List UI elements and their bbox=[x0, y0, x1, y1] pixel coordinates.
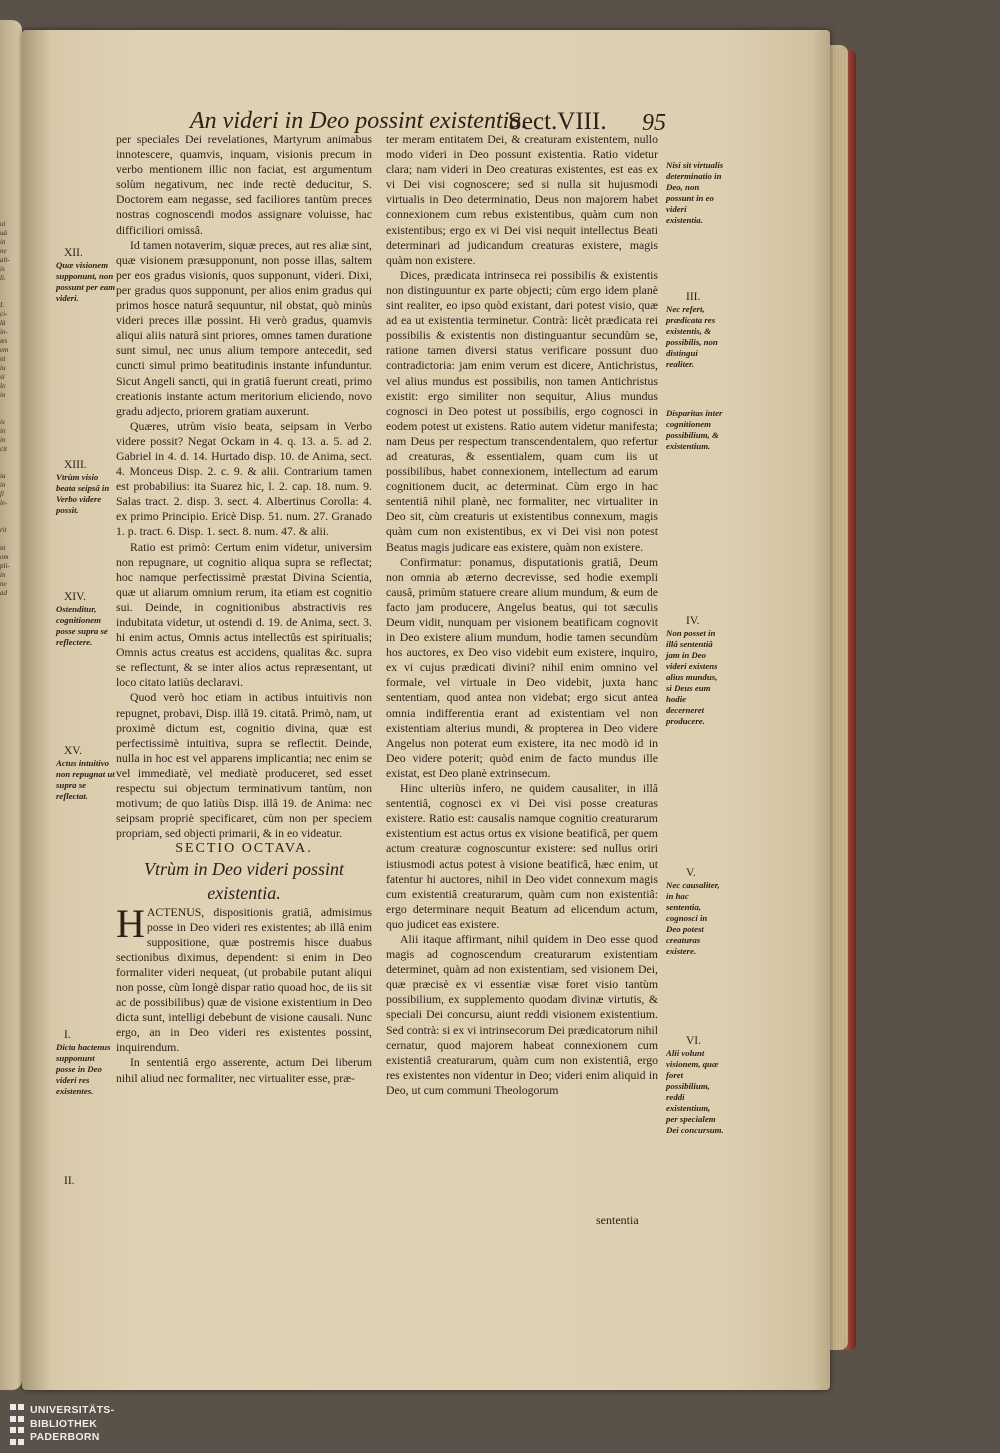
logo-line: BIBLIOTHEK bbox=[30, 1417, 98, 1430]
margin-note bbox=[56, 248, 116, 304]
right-text-column bbox=[386, 132, 658, 1098]
margin-note bbox=[56, 460, 116, 516]
margin-note bbox=[666, 868, 724, 957]
margin-note-number: VI. bbox=[686, 1035, 702, 1047]
paragraph: In sententiâ ergo asserente, actum Dei liberum nihil aliud nec formaliter, nec virtualiter esse, præ- bbox=[116, 1055, 372, 1085]
paragraph: Id tamen notaverim, siquæ preces, aut res aliæ sint, quæ visionem præsupponunt, non posse illas, saltem per eos gradus visionis, quos supponunt, videri. Dixi, per gradus quos supponunt, per alios enim gradus qui primos hosce naturâ sequuntur, nil obstat, quò minùs videri preces illæ possint. Hi verò gradus, quamvis aliqui aliis naturâ sint priores, omnes tamen duratione sunt simul, nec unus alium tempore antecedit, sed cuncti simul primo beatitudinis instante infunduntur. Sicut Angeli sancti, qui in gratiâ fuerunt creati, primo creationis instante actum meritorium eliciendo, novo gradu adjecto, priorem gratiam auxerunt. bbox=[116, 237, 372, 418]
margin-note-text: Alii volunt visionem, quæ foret possibilium, reddi existentium, per specialem Dei concursum. bbox=[666, 1048, 724, 1135]
margin-note-text: Nec causaliter, in hac sententia, cognosci in Deo potest creaturas existere. bbox=[666, 880, 720, 956]
left-page-edge bbox=[0, 20, 22, 1390]
logo-line: UNIVERSITÄTS- bbox=[30, 1404, 115, 1416]
margin-note bbox=[56, 1030, 116, 1097]
margin-note-number: V. bbox=[686, 867, 696, 879]
margin-note-number: XIV. bbox=[64, 591, 86, 603]
paragraph: Dices, prædicata intrinseca rei possibilis & existentis non distinguuntur ex parte objecti; cùm ergo idem planè sint realiter, eo ipso quòd existant, dari potest visio, quæ ad ea ut existentia terminetur. Contrà: licèt prædicata rei possibilis & existentis non distinguantur secundùm se, ratione tamen diversi status verificare possunt duo contradictoria: jam enim verum est dicere, Antichristus, vel alius mundus est possibilis, non tamen Antichristus existit: ergo similiter non sequitur, Alius mundus cognosci in Deo potest ut possibilis, ergo cognosci in eodem potest ut existens. Ratio autem videtur manifesta; nam Deus per respectum transcendentalem, quo refertur ad creaturas, & essentialem, quam cum iis ut possibilibus, habet connexionem, intellectum ad earum cognitionem ducit, ac determinat. Cùm ergo in hac sententiâ nihil planè, nec formaliter, nec virtualiter in Deo sit, cùm creaturis ut existentibus connexum, magis quàm cum non existentibus, ex vi Dei visi non potest Beatus magis judicare eas existere, quàm non existere. bbox=[386, 267, 658, 554]
margin-note-number: I. bbox=[64, 1029, 71, 1041]
paragraph: per speciales Dei revelationes, Martyrum animabus innotescere, quamvis, inquam, visionis precum in verbo mentionem illic non faciat, est argumentum solùm negativum, nec inde rectè deducitur, S. Doctorem eam negasse, sed faciliores tantùm preces nostras cognoscendi modos assignare voluisse, hac difficiliori omissâ. bbox=[116, 132, 372, 237]
margin-note-text: Nec refert, prædicata res existentis, & possibilis, non distingui realiter. bbox=[666, 304, 718, 369]
margin-note bbox=[666, 160, 724, 226]
margin-note-number: IV. bbox=[686, 615, 700, 627]
logo-text bbox=[30, 1404, 114, 1445]
margin-note bbox=[666, 408, 724, 452]
paragraph: Quod verò hoc etiam in actibus intuitivis non repugnet, probavi, Disp. illâ 19. citatâ. Primò, nam, ut proximè dictum est, cognitio divina, quæ est perfectissimè intuitiva, supra se reflectit. Deinde, nulla in hoc est vel apparens implicantia; nec enim se vel immediatè, vel mediatè produceret, sed esset respectu sui objectum terminativum tantùm, non motivum; de quo latiùs Disp. illâ 19. de Anima: nec seipsam propriè specificaret, cùm non per speciem propriam, sed objecti primarii, & in eo videatur. bbox=[116, 690, 372, 841]
left-page-fragment-text: ui uà in ne alt- is li. I. ci- là in- œs em nt iu si lo in is in in cit ia in fi le- rit nt om pli- in ne ad bbox=[0, 220, 10, 597]
margin-note-number: III. bbox=[686, 291, 701, 303]
margin-note-text: Dicta hactenus supponunt posse in Deo videri res existentes. bbox=[56, 1042, 111, 1096]
logo-line: PADERBORN bbox=[30, 1431, 100, 1443]
page-number: 95 bbox=[642, 110, 666, 136]
margin-note-text: Disparitas inter cognitionem possibilium, & existentium. bbox=[666, 408, 723, 451]
logo-mark-icon bbox=[10, 1404, 24, 1448]
margin-note bbox=[666, 292, 724, 370]
margin-note bbox=[56, 1176, 116, 1188]
running-title: An videri in Deo possint existentia. bbox=[190, 108, 528, 134]
margin-note-number: II. bbox=[64, 1175, 75, 1187]
margin-note-text: Actus intuitivo non repugnat ut supra se reflectat. bbox=[56, 758, 115, 801]
paragraph: Quæres, utrùm visio beata, seipsam in Verbo videre possit? Negat Ockam in 4. q. 13. a. 5. ad 2. Gabriel in 4. d. 14. Hurtado disp. 10. de Anima, sect. 4. Monceus Disp. 2. c. 9. & alii. Contrarium tamen est probabilius: ita Suarez hic, l. 2. cap. 18. num. 9. Salas tract. 2. disp. 3. sect. 4. Albertinus Corolla: 4. ex primo Principio. Ericè Disp. 51. num. 27. Granado 1. p. tract. 6. Disp. 1. sect. 8. num. 47. & alii. bbox=[116, 418, 372, 539]
section-number: Sect.VIII. bbox=[508, 108, 607, 135]
margin-note-text: Nisi sit virtualis determinatio in Deo, non possunt in eo videri existentia. bbox=[666, 160, 724, 225]
section-heading: SECTIO OCTAVA. bbox=[175, 841, 313, 857]
margin-note bbox=[56, 746, 116, 802]
left-text-column bbox=[116, 132, 372, 1086]
paragraph: Confirmatur: ponamus, disputationis gratiâ, Deum non omnia ab æterno decrevisse, sed hodie exempli causâ, primùm statuere creare alium mundum, & eum de facto jam producere, Angelus beatus, qui tot sæculis Deum vidit, nunquam per visionem beatificam cognovit in Deo existere alium mundum, hodie tamen secundùm hos auctores, ex Deo viso videbit eum existere, inquiro, ex vi cujus prædicati divini? nihil enim omnino vel formale, vel virtuale in Deo videbit, juxta hanc sententiam, quod antea non videbat; ergo sicut antea omnia indifferentia erant ad existentiam vel non existentiam alterius mundi, & propterea in Deo videre Angelus non poterat eum existere, ita nec modò id in Deo videre poterit; quòd enim de facto mundus ille existat, est Deo planè extrinsecum. bbox=[386, 554, 658, 780]
drop-cap: H bbox=[116, 900, 145, 946]
paragraph: Ratio est primò: Certum enim videtur, universim non repugnare, ut cognitio aliqua supra se reflectat; hoc namque perfectissimè præstat Divina Scientia, quæ ut aliarum omnium rerum, ita etiam est cognitio sui. Deinde, in cognitionibus abstractivis res indubitata videtur, ut ostendi d. 19. de Anima, sect. 3. hi enim actus, Omnis actus intellectûs est spiritualis; Omnis actus creatus est accidens, qualitas &c. supra se reflectunt, & se inter alios actus repræsentant, ut loco citato latiùs declaravi. bbox=[116, 539, 372, 690]
margin-note-number: XV. bbox=[64, 745, 83, 757]
section-question: Vtrùm in Deo videri possint existentia. bbox=[144, 858, 344, 903]
library-logo bbox=[4, 1400, 154, 1450]
paragraph: Alii itaque affirmant, nihil quidem in Deo esse quod magis ad cognoscendum creaturarum existentiam determinet, quàm ad non existentiam, sed visionem Dei, quæ præcisè ex vi essentiæ visæ foret visio tantùm possibilium, ex supplemento quodam divinæ virtutis, & speciali Dei concursu, aiunt reddi visionem existentium. Sed contrà: si ex vi intrinsecorum Dei prædicatorum nihil cernatur, quod majorem habeat connexionem cum existentiâ creaturarum, quàm cum non existentiâ, ergo res existentes non videntur in Deo; videri enim aliquid in Deo, ut cum communi Theologorum bbox=[386, 931, 658, 1097]
margin-note bbox=[666, 1036, 724, 1136]
margin-note-number: XIII. bbox=[64, 459, 87, 471]
paragraph-text: dispositionis gratiâ, admisimus posse in Deo videri res existentes; ab illâ enim suppositione, quæ postremis hisce duabus sectionibus diximus, dependent: si enim in Deo formaliter videri nequeat, (ut probabile putant aliqui non posse, cùm longè dispar ratio quoad hoc, de iis sit ac de possibilibus) quæ de visione existentium in Deo dicta sunt, intelligi debebunt de visione causali. Nunc ergo, an in Deo videri res existentes possint, inquirendum. bbox=[116, 904, 372, 1055]
lead-word: ACTENUS, bbox=[146, 904, 205, 919]
margin-note-number: XII. bbox=[64, 247, 83, 259]
margin-note bbox=[56, 592, 116, 648]
margin-note-text: Vtrùm visio beata seipsâ in Verbo videre possit. bbox=[56, 472, 110, 515]
margin-note bbox=[666, 616, 724, 727]
margin-note-text: Quæ visionem supponunt, non possunt per eam videri. bbox=[56, 260, 116, 303]
paragraph: Hinc ulteriùs infero, ne quidem causaliter, in illâ sententiâ, cognosci ex vi Dei visi posse creaturas existere. Ratio est: causalis namque cognitio creaturarum existentium est actus ortus ex visione beatificâ, per quem actum creaturæ cognoscuntur existere: sed nullus oriri istiusmodi actus potest à visione beatificâ, hæc enim, ut fatentur hi auctores, nihil in Deo videt connexum magis cum existentiâ creaturarum, quàm cum non existentiâ: ergo determinare nequit Beatum ad elicendum actum, quo judicet eas existere. bbox=[386, 781, 658, 931]
margin-note-text: Non posset in illâ sententiâ jam in Deo videri existens alius mundus, si Deus eum hodie decerneret producere. bbox=[666, 628, 718, 726]
margin-note-text: Ostenditur, cognitionem posse supra se reflectere. bbox=[56, 604, 108, 647]
catchword: sententia bbox=[596, 1213, 639, 1227]
paragraph: ter meram entitatem Dei, & creaturam existentem, nullo modo videri in Deo possunt existentia. Ratio videtur clara; nam videri in Deo creaturas existentes, est eas ex vi Dei visi cognoscere; sed si nulla sit hujusmodi virtualis in Deo determinatio, Deus non majorem habet connexionem cum rebus existentibus, quàm cum non existentibus; ergo ex vi Dei visi nequit intellectus Beati determinari ad judicandum creaturas existere, magis quàm non existere. bbox=[386, 132, 658, 267]
paragraph bbox=[116, 900, 372, 1056]
